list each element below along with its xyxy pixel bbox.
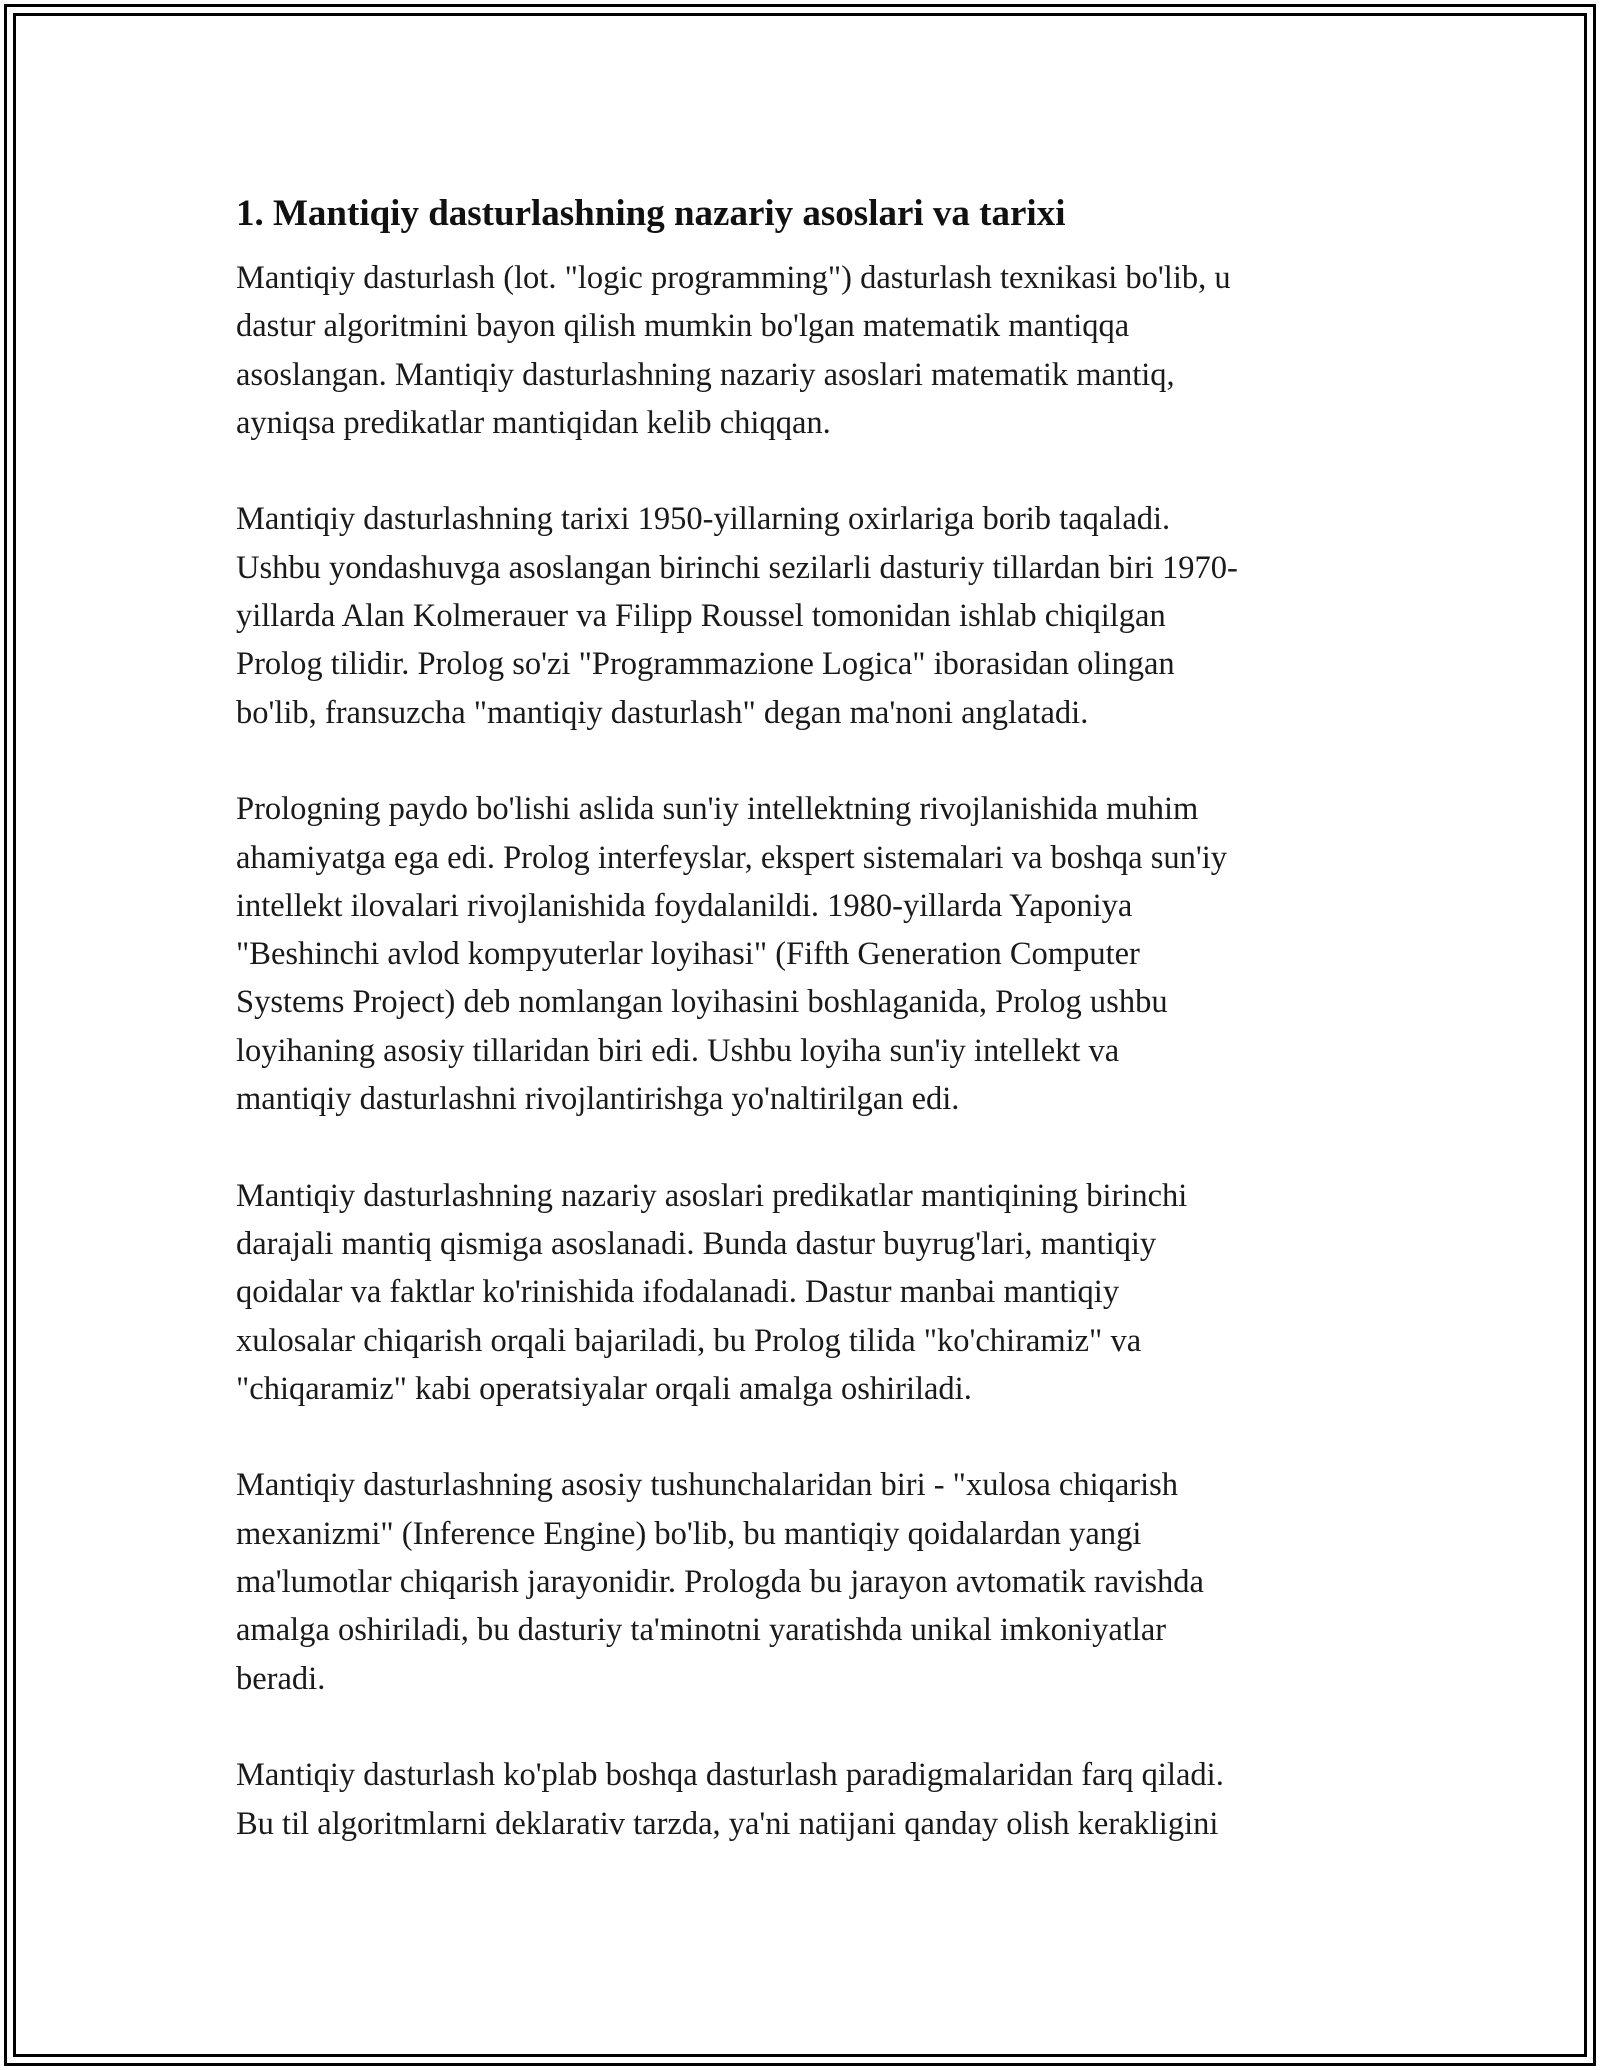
line: Mantiqiy dasturlash (lot. "logic programming") dasturlash texnikasi bo'lib, u <box>236 260 1231 296</box>
line: Prologning paydo bo'lishi aslida sun'iy intellektning rivojlanishida muhim <box>236 791 1199 828</box>
paragraph-2 <box>236 495 1376 736</box>
line: ahamiyatga ega edi. Prolog interfeyslar, ekspert sistemalari va boshqa sun'iy <box>236 839 1227 876</box>
line: amalga oshiriladi, bu dasturiy ta'minotni yaratishda unikal imkoniyatlar <box>236 1612 1167 1649</box>
paragraph-6 <box>236 1751 1376 1848</box>
line: loyihaning asosiy tillaridan biri edi. Ushbu loyiha sun'iy intellekt va <box>236 1032 1120 1069</box>
line: "Beshinchi avlod kompyuterlar loyihasi" (Fifth Generation Computer <box>236 936 1140 973</box>
line: ayniqsa predikatlar mantiqidan kelib chiqqan. <box>236 404 831 441</box>
paragraph-5 <box>236 1461 1376 1702</box>
line: darajali mantiq qismiga asoslanadi. Bunda dastur buyrug'lari, mantiqiy <box>236 1225 1157 1262</box>
line: Mantiqiy dasturlashning asosiy tushunchalaridan biri - "xulosa chiqarish <box>236 1467 1179 1504</box>
line: Mantiqiy dasturlashning tarixi 1950-yillarning oxirlariga borib taqaladi. <box>236 501 1171 538</box>
line: Bu til algoritmlarni deklarativ tarzda, ya'ni natijani qanday olish kerakligini <box>236 1805 1219 1842</box>
line: Ushbu yondashuvga asoslangan birinchi sezilarli dasturiy tillardan biri 1970- <box>236 549 1238 586</box>
line: intellekt ilovalari rivojlanishida foydalanildi. 1980-yillarda Yaponiya <box>236 887 1133 924</box>
line: mexanizmi" (Inference Engine) bo'lib, bu mantiqiy qoidalardan yangi <box>236 1515 1142 1552</box>
paragraph-4 <box>236 1172 1376 1413</box>
line: beradi. <box>236 1660 326 1697</box>
line: xulosalar chiqarish orqali bajariladi, bu Prolog tilida "ko'chiramiz" va <box>236 1322 1142 1359</box>
line: yillarda Alan Kolmerauer va Filipp Roussel tomonidan ishlab chiqilgan <box>236 598 1166 635</box>
line: bo'lib, fransuzcha "mantiqiy dasturlash" degan ma'noni anglatadi. <box>236 694 1089 731</box>
section-heading: 1. Mantiqiy dasturlashning nazariy asoslari va tarixi <box>236 193 1066 234</box>
line: Prolog tilidir. Prolog so'zi "Programmazione Logica" iborasidan olingan <box>236 646 1175 683</box>
paragraph-1 <box>236 254 1376 447</box>
document-body <box>236 188 1376 1848</box>
line: "chiqaramiz" kabi operatsiyalar orqali amalga oshiriladi. <box>236 1370 972 1407</box>
line: qoidalar va faktlar ko'rinishida ifodalanadi. Dastur manbai mantiqiy <box>236 1274 1120 1311</box>
line: Mantiqiy dasturlashning nazariy asoslari predikatlar mantiqining birinchi <box>236 1177 1188 1214</box>
line: ma'lumotlar chiqarish jarayonidir. Prologda bu jarayon avtomatik ravishda <box>236 1564 1204 1601</box>
line: asoslangan. Mantiqiy dasturlashning nazariy asoslari matematik mantiq, <box>236 356 1175 393</box>
line: Mantiqiy dasturlash ko'plab boshqa dasturlash paradigmalaridan farq qiladi. <box>236 1757 1224 1794</box>
line: dastur algoritmini bayon qilish mumkin bo'lgan matematik mantiqqa <box>236 308 1130 345</box>
paragraph-3 <box>236 785 1376 1123</box>
line: Systems Project) deb nomlangan loyihasini boshlaganida, Prolog ushbu <box>236 984 1168 1021</box>
line: mantiqiy dasturlashni rivojlantirishga yo'naltirilgan edi. <box>236 1081 960 1118</box>
